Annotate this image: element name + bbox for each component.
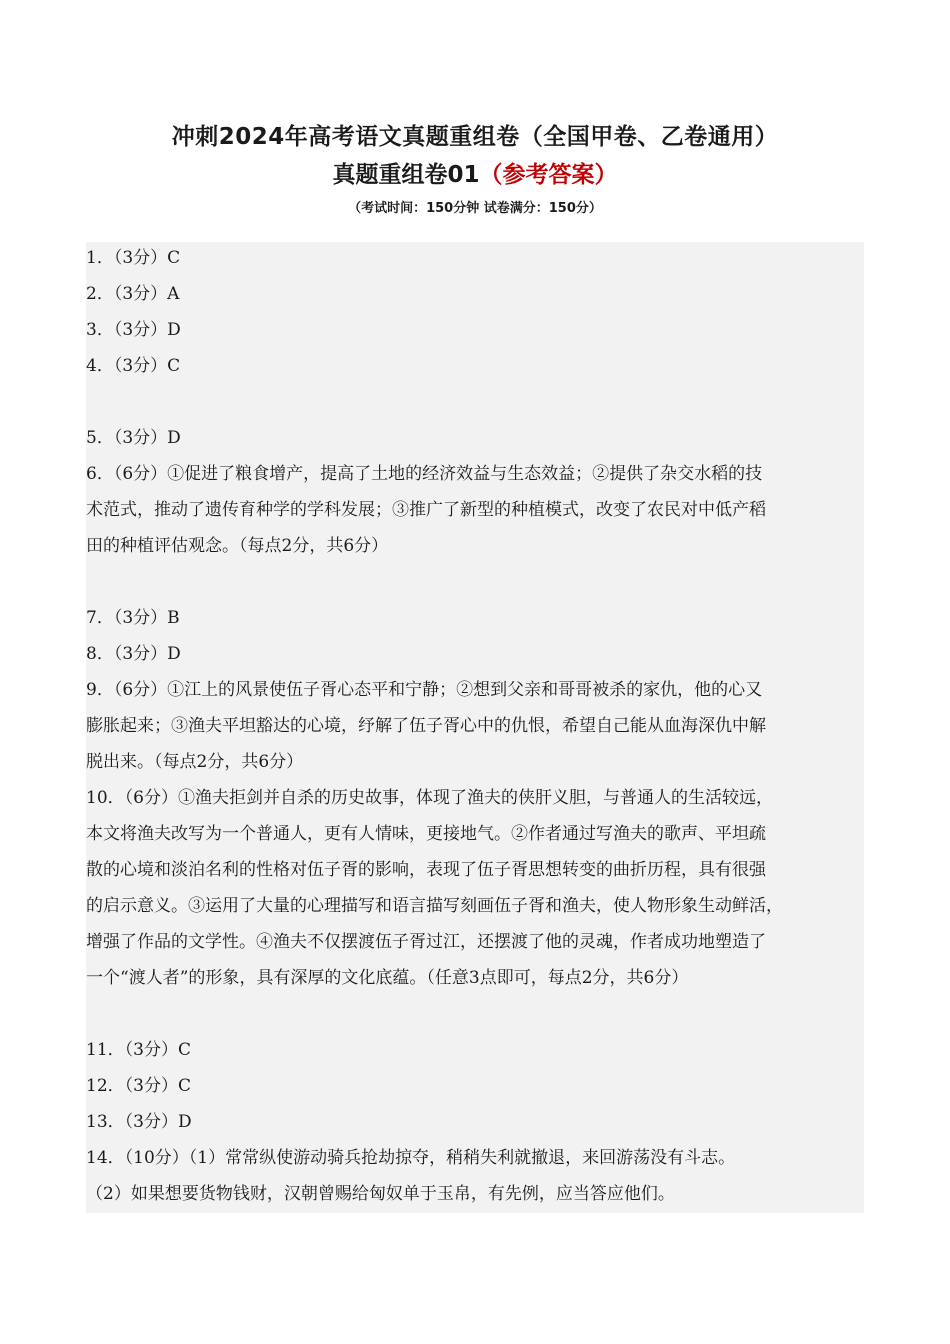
answer-q10-line6: 一个“渡人者”的形象，具有深厚的文化底蕴。（任意3点即可，每点2分，共6分） — [86, 968, 689, 988]
answer-q9-line3: 脱出来。（每点2分，共6分） — [86, 752, 304, 772]
answer-q10-line3: 散的心境和淡泊名利的性格对伍子胥的影响，表现了伍子胥思想转变的曲折历程，具有很强 — [86, 860, 766, 880]
answer-q12: 12．（3分）C — [86, 1076, 191, 1096]
answer-q9-line2: 膨胀起来；③渔夫平坦豁达的心境，纾解了伍子胥心中的仇恨，希望自己能从血海深仇中解 — [86, 716, 766, 736]
answer-q13: 13．（3分）D — [86, 1112, 192, 1132]
exam-info: （考试时间：150分钟 试卷满分：150分） — [348, 201, 602, 216]
answer-q5: 5．（3分）D — [86, 428, 181, 448]
answer-q6-line2: 术范式，推动了遗传育种学的学科发展；③推广了新型的种植模式，改变了农民对中低产稻 — [86, 500, 766, 520]
spacer — [86, 996, 864, 1032]
spacer — [86, 564, 864, 600]
answer-q7: 7．（3分）B — [86, 608, 180, 628]
subtitle-main: 真题重组卷01 — [332, 162, 480, 188]
subtitle-answer-key-label: （参考答案） — [479, 162, 618, 188]
answer-q4: 4．（3分）C — [86, 356, 181, 376]
page-title: 冲刺2024年高考语文真题重组卷（全国甲卷、乙卷通用） — [171, 124, 779, 150]
answer-q3: 3．（3分）D — [86, 320, 181, 340]
spacer — [86, 384, 864, 420]
answer-q10-line5: 增强了作品的文学性。④渔夫不仅摆渡伍子胥过江，还摆渡了他的灵魂，作者成功地塑造了 — [86, 932, 766, 952]
answer-q9-line1: 9．（6分）①江上的风景使伍子胥心态平和宁静；②想到父亲和哥哥被杀的家仇，他的心又 — [86, 680, 763, 700]
answer-q11: 11．（3分）C — [86, 1040, 191, 1060]
page-subtitle — [0, 156, 950, 189]
answer-list — [86, 240, 864, 1212]
answer-q6-line3: 田的种植评估观念。（每点2分，共6分） — [86, 536, 389, 556]
answer-q14-line2: （2）如果想要货物钱财，汉朝曾赐给匈奴单于玉帛，有先例，应当答应他们。 — [86, 1184, 675, 1204]
answer-q10-line1: 10．（6分）①渔夫拒剑并自杀的历史故事，体现了渔夫的侠肝义胆，与普通人的生活较远， — [86, 788, 773, 808]
answer-q14-line1: 14．（10分）（1）常常纵使游动骑兵抢劫掠夺，稍稍失利就撤退，来回游荡没有斗志。 — [86, 1148, 736, 1168]
answer-q10-line4: 的启示意义。③运用了大量的心理描写和语言描写刻画伍子胥和渔夫，使人物形象生动鲜活， — [86, 896, 783, 916]
answer-q10-line2: 本文将渔夫改写为一个普通人，更有人情味，更接地气。②作者通过写渔夫的歌声、平坦疏 — [86, 824, 766, 844]
answer-q2: 2．（3分）A — [86, 284, 180, 304]
answer-q1: 1．（3分）C — [86, 248, 181, 268]
answer-q8: 8．（3分）D — [86, 644, 181, 664]
answer-q6-line1: 6．（6分）①促进了粮食增产，提高了土地的经济效益与生态效益；②提供了杂交水稻的技 — [86, 464, 763, 484]
